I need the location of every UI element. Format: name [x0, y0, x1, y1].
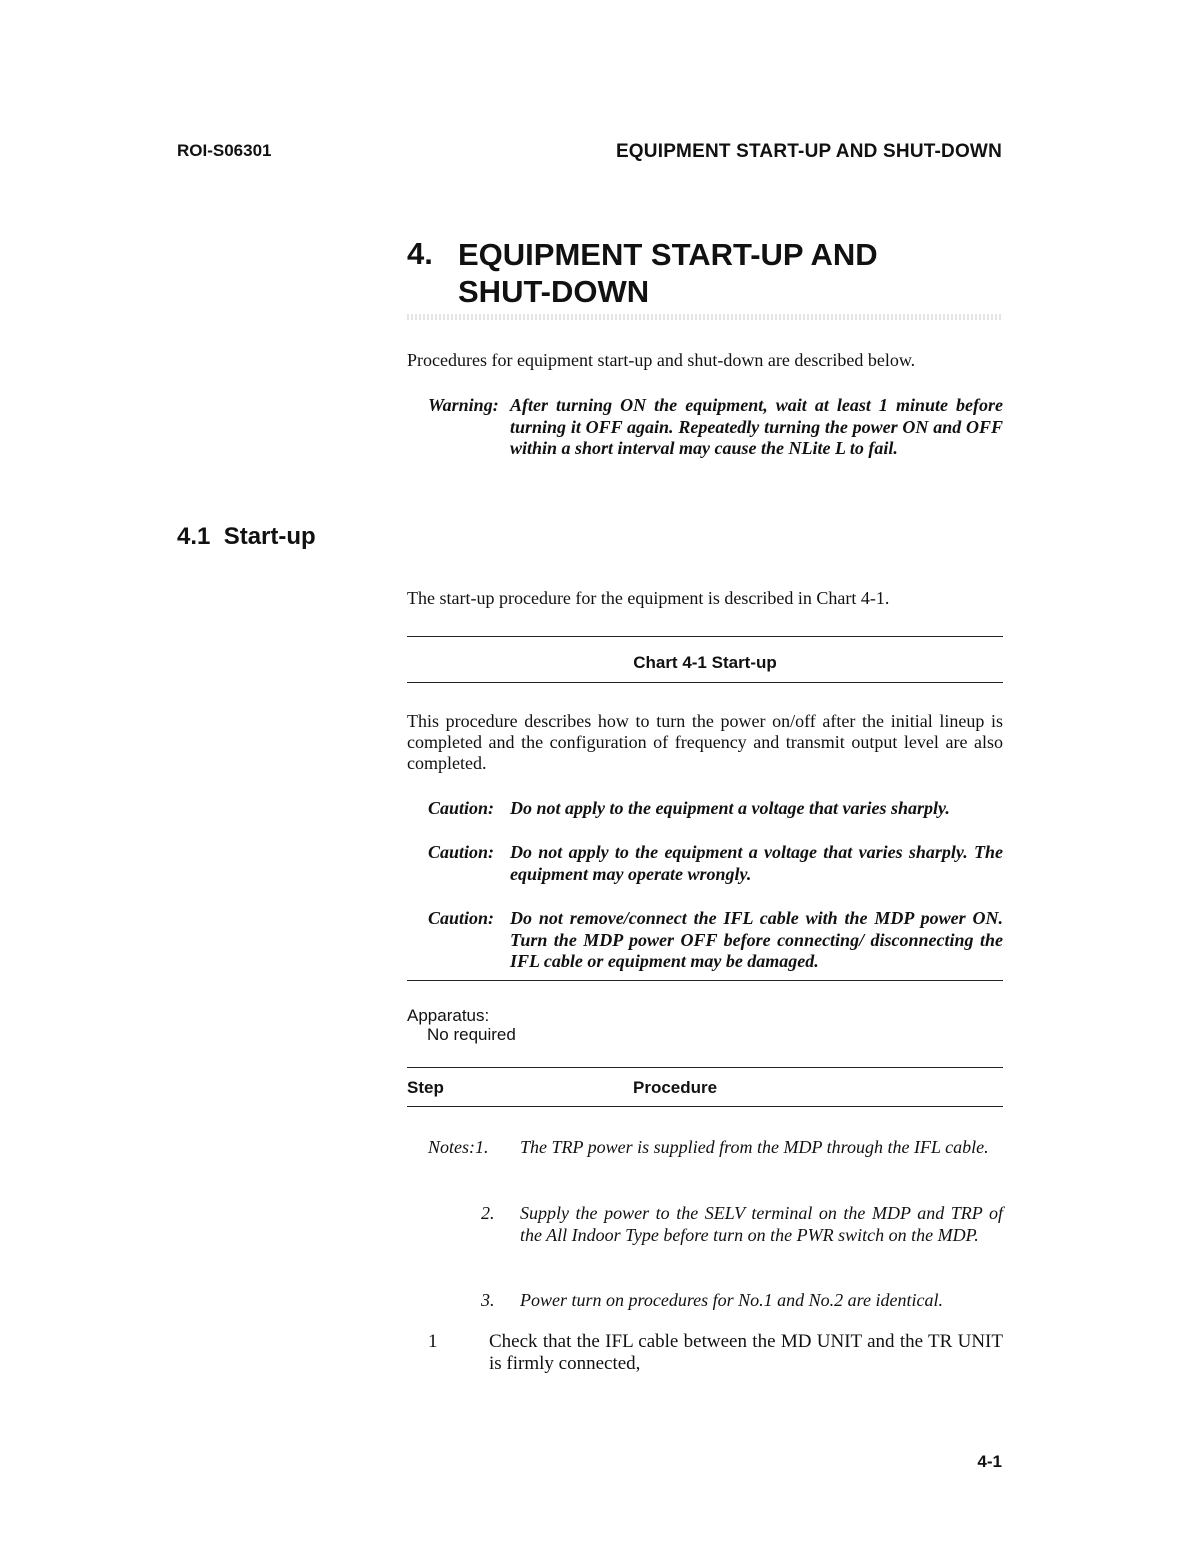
chart-title-rule — [407, 682, 1003, 683]
running-header: EQUIPMENT START-UP AND SHUT-DOWN — [615, 141, 1002, 162]
chapter-title-line1: EQUIPMENT START-UP AND — [458, 237, 878, 272]
apparatus-label: Apparatus: — [407, 1006, 490, 1025]
warning-text: After turning ON the equipment, wait at least 1 minute before turning it OFF again. Repeatedly turning the power ON and OFF within a short interval may cause the NLite L to fail. — [510, 395, 1003, 458]
step-number: 1 — [428, 1331, 438, 1352]
note-text: Power turn on procedures for No.1 and No.2 are identical. — [520, 1290, 943, 1310]
caution-label: Caution: — [428, 908, 495, 928]
chart-top-rule — [407, 636, 1003, 637]
chapter-divider — [407, 314, 1003, 320]
chapter-title — [458, 236, 878, 310]
caution-text: Do not remove/connect the IFL cable with the MDP power ON. Turn the MDP power OFF before connecting/ disconnecting the IFL cable or equipment may be damaged. — [510, 908, 1003, 971]
section-intro: The start-up procedure for the equipment is described in Chart 4-1. — [407, 588, 890, 608]
column-header-procedure: Procedure — [633, 1078, 718, 1097]
warning-label: Warning: — [428, 395, 499, 415]
column-header-step: Step — [407, 1078, 444, 1097]
step-text: Check that the IFL cable between the MD UNIT and the TR UNIT is firmly connected, — [489, 1331, 1003, 1374]
table-top-rule — [407, 1067, 1003, 1068]
chart-description: This procedure describes how to turn the power on/off after the initial lineup is completed and the configuration of frequency and transmit output level are also completed. — [407, 711, 1003, 773]
note-number: 2. — [481, 1203, 495, 1223]
caution-text: Do not apply to the equipment a voltage that varies sharply. The equipment may operate wrongly. — [510, 842, 1003, 884]
caution-bottom-rule — [407, 980, 1003, 981]
chart-title: Chart 4-1 Start-up — [633, 653, 777, 672]
document-id: ROI-S06301 — [177, 141, 272, 160]
caution-text: Do not apply to the equipment a voltage that varies sharply. — [510, 798, 950, 818]
page-number: 4-1 — [977, 1452, 1002, 1471]
chapter-number: 4. — [407, 236, 433, 271]
caution-label: Caution: — [428, 798, 495, 818]
note-text: The TRP power is supplied from the MDP through the IFL cable. — [520, 1137, 989, 1157]
chapter-intro: Procedures for equipment start-up and shut-down are described below. — [407, 350, 916, 370]
notes-label: Notes:1. — [428, 1137, 489, 1157]
chapter-title-line2: SHUT-DOWN — [458, 274, 650, 309]
section-title: 4.1 Start-up — [177, 523, 316, 550]
caution-label: Caution: — [428, 842, 495, 862]
table-header-rule — [407, 1106, 1003, 1107]
note-text: Supply the power to the SELV terminal on the MDP and TRP of the All Indoor Type before turn on the PWR switch on the MDP. — [520, 1203, 1003, 1245]
note-number: 3. — [481, 1290, 495, 1310]
apparatus-value: No required — [427, 1025, 516, 1044]
